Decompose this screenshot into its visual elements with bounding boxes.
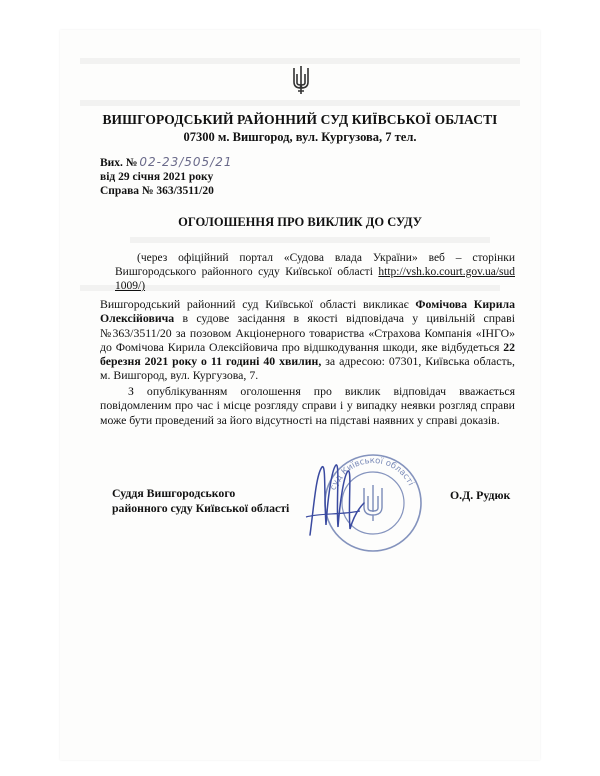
paragraph-text: в судове засідання в якості відповідача у цивільній справі №363/3511/20 за позовом Акціонерного товариства «Страхова Компанія «ІНГО» до Фомічова Кирила Олексійовича про відшкодування шкоди, яке відбудеться: [100, 311, 515, 354]
portal-text: (через офіційний портал «Судова влада України» веб – сторінки Вишгородського районного суду Київської області: [115, 252, 515, 278]
court-name: ВИШГОРОДСЬКИЙ РАЙОННИЙ СУД КИЇВСЬКОЇ ОБЛАСТІ: [102, 112, 498, 127]
bleed-through-line: [80, 100, 520, 106]
paragraph-text: Вишгородський районний суд Київської області викликає: [100, 297, 416, 311]
judge-title-line: Суддя Вишгородського: [112, 486, 236, 500]
document-title: ОГОЛОШЕННЯ ПРО ВИКЛИК ДО СУДУ: [178, 215, 422, 229]
outgoing-number: [100, 155, 233, 170]
handwritten-signature-icon: [300, 455, 370, 545]
paragraph-text: за адресою: 07301, Київська область, м. Вишгород, вул. Кургузова, 7.: [100, 354, 515, 383]
trident-icon: [290, 64, 312, 96]
judge-title: [112, 486, 289, 516]
judge-title-line: районного суду Київської області: [112, 501, 290, 515]
case-number: Справа № 363/3511/20: [100, 185, 214, 197]
portal-link[interactable]: http://vsh.ko.court.gov.ua/sud 1009/): [115, 266, 515, 292]
outgoing-prefix: Вих. №: [100, 157, 138, 169]
judge-name: О.Д. Рудюк: [450, 488, 511, 502]
notice-paragraph: З опублікуванням оголошення про виклик відповідач вважається повідомленим про час і місце розгляду справи і у випадку неявки розгляд справи може бути проведений за його відсутності на підставі наявних у справі доказів.: [100, 384, 515, 427]
stamp-text: суд Київської області: [328, 455, 416, 492]
bleed-through-line: [130, 237, 490, 243]
defendant-name: Фомічова Кирила Олексійовича: [100, 297, 516, 326]
hearing-datetime: 22 березня 2021 року о 11 годині 40 хвилин,: [100, 339, 515, 369]
document-meta: [100, 155, 233, 198]
summons-paragraph: [100, 297, 515, 383]
portal-note: [115, 251, 515, 293]
document-date: від 29 січня 2021 року: [100, 171, 214, 183]
court-address: 07300 м. Вишгород, вул. Кургузова, 7 тел.: [183, 130, 417, 144]
handwritten-number: 02-23/505/21: [139, 155, 233, 169]
